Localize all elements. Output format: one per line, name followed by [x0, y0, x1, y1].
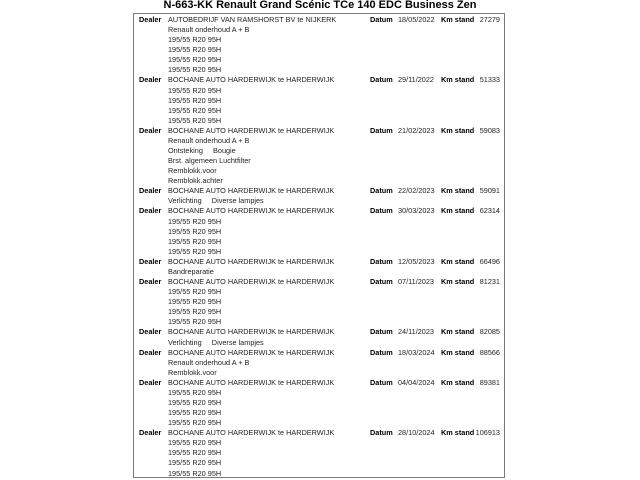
service-date: 29/11/2022: [398, 75, 434, 85]
service-detail-text: Renault onderhoud A + B: [168, 135, 250, 145]
service-date: 30/03/2023: [398, 206, 435, 216]
service-detail-text: 195/55 R20 95H: [168, 95, 222, 105]
service-detail-row: [134, 45, 504, 55]
service-detail-row: [134, 368, 504, 378]
service-detail-text: 195/55 R20 95H: [168, 55, 222, 65]
dealer-name: BOCHANE AUTO HARDERWIJK te HARDERWIJK: [168, 125, 335, 135]
service-detail-text: Bandreparatie: [168, 266, 214, 276]
dealer-name: BOCHANE AUTO HARDERWIJK te HARDERWIJK: [168, 327, 335, 337]
service-detail-row: [134, 297, 504, 307]
km-stand-value: 88566: [479, 347, 500, 357]
service-detail-text: 195/55 R20 95H: [168, 85, 222, 95]
service-entry-header-row: [134, 378, 504, 388]
service-detail-row: [134, 25, 504, 35]
service-entry: [134, 206, 504, 256]
service-detail-row: [134, 398, 504, 408]
service-detail-text: 195/55 R20 95H: [168, 438, 222, 448]
service-detail-text: 195/55 R20 95H: [168, 448, 222, 458]
km-stand-value: 106913: [475, 428, 500, 438]
datum-label: Datum: [370, 377, 393, 387]
service-entry-header-row: [134, 348, 504, 358]
service-detail-row: [134, 448, 504, 458]
datum-label: Datum: [370, 327, 393, 337]
dealer-label: Dealer: [139, 277, 162, 287]
service-detail-text: 195/55 R20 95H: [168, 35, 222, 45]
service-detail-text: 195/55 R20 95H: [168, 226, 222, 236]
service-detail-row: [134, 65, 504, 75]
maintenance-history-table: [133, 13, 505, 478]
service-entry: [134, 277, 504, 327]
service-detail-row: [134, 237, 504, 247]
dealer-label: Dealer: [139, 186, 162, 196]
service-entry-header-row: [134, 206, 504, 216]
service-detail-row: [134, 358, 504, 368]
dealer-label: Dealer: [139, 206, 162, 216]
service-detail-row: [134, 35, 504, 45]
service-detail-row: [134, 438, 504, 448]
service-detail-text: 195/55 R20 95H: [168, 468, 222, 478]
service-detail-text: Brst. algemeen Luchtfilter: [168, 156, 251, 166]
km-stand-value: 59083: [479, 125, 500, 135]
service-detail-text: Remblokk.voor: [168, 166, 217, 176]
service-entry: [134, 15, 504, 75]
dealer-label: Dealer: [139, 125, 162, 135]
service-detail-row: [134, 55, 504, 65]
km-stand-value: 59091: [479, 186, 500, 196]
dealer-name: AUTOBEDRIJF VAN RAMSHORST BV te NIJKERK: [168, 15, 337, 24]
dealer-name: BOCHANE AUTO HARDERWIJK te HARDERWIJK: [168, 347, 335, 357]
service-detail-text: Verlichting Diverse lampjes: [168, 196, 264, 206]
service-entry-header-row: [134, 186, 504, 196]
service-detail-row: [134, 156, 504, 166]
datum-label: Datum: [370, 15, 393, 24]
km-stand-value: 66496: [479, 256, 500, 266]
service-detail-text: 195/55 R20 95H: [168, 65, 222, 75]
km-stand-value: 81231: [479, 277, 500, 287]
service-detail-text: 195/55 R20 95H: [168, 216, 222, 226]
km-stand-value: 89381: [479, 377, 500, 387]
service-detail-text: Renault onderhoud A + B: [168, 357, 250, 367]
service-detail-row: [134, 146, 504, 156]
km-stand-label: Km stand: [441, 75, 475, 85]
service-detail-row: [134, 418, 504, 428]
service-detail-text: 195/55 R20 95H: [168, 45, 222, 55]
km-stand-label: Km stand: [441, 327, 475, 337]
service-detail-text: 195/55 R20 95H: [168, 105, 222, 115]
km-stand-label: Km stand: [441, 428, 475, 438]
dealer-name: BOCHANE AUTO HARDERWIJK te HARDERWIJK: [168, 186, 335, 196]
service-date: 22/02/2023: [398, 186, 435, 196]
service-detail-row: [134, 116, 504, 126]
service-date: 12/05/2023: [398, 256, 435, 266]
service-date: 04/04/2024: [398, 377, 435, 387]
service-detail-row: [134, 217, 504, 227]
service-detail-text: 195/55 R20 95H: [168, 418, 222, 428]
service-detail-row: [134, 317, 504, 327]
km-stand-value: 82085: [479, 327, 500, 337]
service-entry: [134, 327, 504, 347]
service-entry-header-row: [134, 15, 504, 25]
service-entry: [134, 348, 504, 378]
service-detail-row: [134, 136, 504, 146]
datum-label: Datum: [370, 428, 393, 438]
dealer-label: Dealer: [139, 377, 162, 387]
service-detail-row: [134, 96, 504, 106]
service-detail-text: 195/55 R20 95H: [168, 387, 222, 397]
datum-label: Datum: [370, 186, 393, 196]
service-detail-row: [134, 338, 504, 348]
dealer-label: Dealer: [139, 347, 162, 357]
service-detail-text: Verlichting Diverse lampjes: [168, 337, 264, 347]
service-detail-row: [134, 408, 504, 418]
service-detail-row: [134, 86, 504, 96]
service-detail-text: 195/55 R20 95H: [168, 236, 222, 246]
service-date: 24/11/2023: [398, 327, 434, 337]
km-stand-label: Km stand: [441, 256, 475, 266]
service-entry: [134, 126, 504, 186]
service-detail-text: 195/55 R20 95H: [168, 287, 222, 297]
km-stand-value: 62314: [479, 206, 500, 216]
service-detail-row: [134, 106, 504, 116]
km-stand-label: Km stand: [441, 277, 475, 287]
service-date: 18/03/2024: [398, 347, 435, 357]
dealer-name: BOCHANE AUTO HARDERWIJK te HARDERWIJK: [168, 75, 335, 85]
dealer-label: Dealer: [139, 327, 162, 337]
km-stand-value: 27279: [479, 15, 500, 24]
service-date: 18/05/2022: [398, 15, 435, 24]
service-detail-text: 195/55 R20 95H: [168, 397, 222, 407]
service-detail-text: 195/55 R20 95H: [168, 458, 222, 468]
service-date: 21/02/2023: [398, 125, 435, 135]
service-detail-row: [134, 196, 504, 206]
dealer-name: BOCHANE AUTO HARDERWIJK te HARDERWIJK: [168, 377, 335, 387]
dealer-name: BOCHANE AUTO HARDERWIJK te HARDERWIJK: [168, 206, 335, 216]
service-detail-row: [134, 227, 504, 237]
datum-label: Datum: [370, 277, 393, 287]
service-detail-text: Remblokk.voor: [168, 367, 217, 377]
km-stand-label: Km stand: [441, 186, 475, 196]
service-date: 28/10/2024: [398, 428, 435, 438]
km-stand-label: Km stand: [441, 347, 475, 357]
service-entry-header-row: [134, 277, 504, 287]
service-entry-header-row: [134, 327, 504, 337]
service-detail-text: 195/55 R20 95H: [168, 246, 222, 256]
km-stand-label: Km stand: [441, 377, 475, 387]
service-detail-row: [134, 166, 504, 176]
service-entry-header-row: [134, 428, 504, 438]
service-detail-text: Renault onderhoud A + B: [168, 25, 250, 35]
service-entry-header-row: [134, 257, 504, 267]
dealer-label: Dealer: [139, 428, 162, 438]
datum-label: Datum: [370, 347, 393, 357]
service-entry: [134, 186, 504, 206]
km-stand-value: 51333: [479, 75, 500, 85]
service-detail-row: [134, 247, 504, 257]
service-date: 07/11/2023: [398, 277, 434, 287]
service-detail-row: [134, 469, 504, 478]
page-title: N-663-KK Renault Grand Scénic TCe 140 EDC Business Zen: [163, 0, 477, 11]
dealer-name: BOCHANE AUTO HARDERWIJK te HARDERWIJK: [168, 428, 335, 438]
service-detail-row: [134, 458, 504, 468]
dealer-label: Dealer: [139, 75, 162, 85]
km-stand-label: Km stand: [441, 125, 475, 135]
service-detail-row: [134, 287, 504, 297]
dealer-label: Dealer: [139, 15, 162, 24]
service-detail-text: Remblokk.achter: [168, 176, 223, 186]
service-detail-text: 195/55 R20 95H: [168, 297, 222, 307]
service-detail-text: 195/55 R20 95H: [168, 307, 222, 317]
km-stand-label: Km stand: [441, 206, 475, 216]
dealer-name: BOCHANE AUTO HARDERWIJK te HARDERWIJK: [168, 256, 335, 266]
dealer-label: Dealer: [139, 256, 162, 266]
service-detail-row: [134, 176, 504, 186]
service-entry: [134, 428, 504, 478]
service-detail-row: [134, 388, 504, 398]
service-entry-header-row: [134, 75, 504, 85]
service-detail-text: Ontsteking Bougie: [168, 146, 236, 156]
km-stand-label: Km stand: [441, 15, 475, 24]
service-entry: [134, 75, 504, 125]
service-detail-row: [134, 307, 504, 317]
service-detail-row: [134, 267, 504, 277]
datum-label: Datum: [370, 206, 393, 216]
datum-label: Datum: [370, 125, 393, 135]
service-detail-text: 195/55 R20 95H: [168, 317, 222, 327]
service-entry-header-row: [134, 126, 504, 136]
datum-label: Datum: [370, 256, 393, 266]
service-entry: [134, 378, 504, 428]
datum-label: Datum: [370, 75, 393, 85]
service-detail-text: 195/55 R20 95H: [168, 408, 222, 418]
service-detail-text: 195/55 R20 95H: [168, 115, 222, 125]
service-entry: [134, 257, 504, 277]
dealer-name: BOCHANE AUTO HARDERWIJK te HARDERWIJK: [168, 277, 335, 287]
